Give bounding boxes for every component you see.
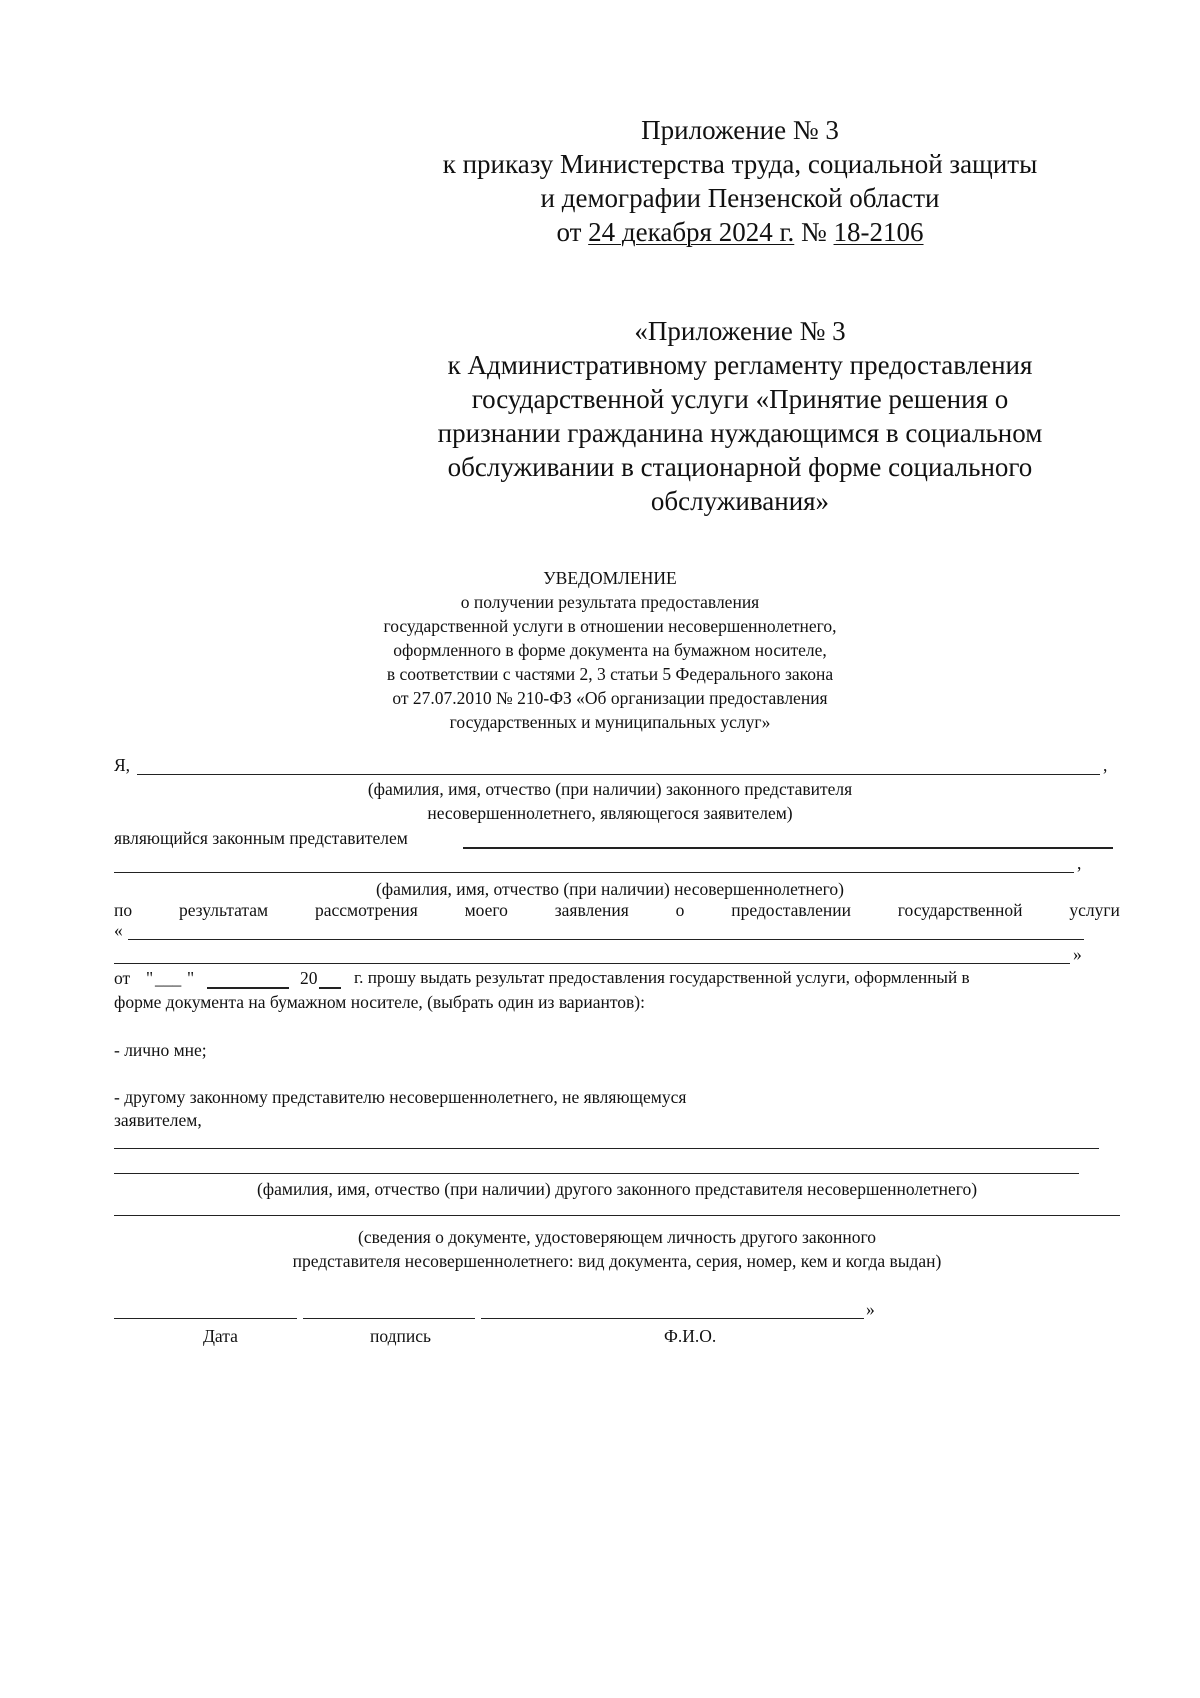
order-header [420,113,1060,249]
notice-title: УВЕДОМЛЕНИЕ [543,568,677,588]
date-text: г. прошу выдать результат предоставления государственной услуги, оформленный в [354,968,970,987]
order-ministry-line-2: и демографии Пензенской области [540,183,940,213]
other-rep-caption: (фамилия, имя, отчество (при наличии) другого законного представителя несовершеннолетнего) [256,1179,978,1199]
applicant-caption: (фамилия, имя, отчество (при наличии) законного представителя несовершеннолетнего, являющегося заявителем) [367,779,853,823]
notice-line: оформленного в форме документа на бумажном носителе, [393,640,827,660]
sig-sign-label: подпись [370,1326,431,1346]
minor-caption: (фамилия, имя, отчество (при наличии) несовершеннолетнего) [375,879,845,899]
notice-line: от 27.07.2010 № 210-ФЗ «Об организации предоставления [392,688,828,708]
date-month-line[interactable] [207,987,289,989]
regulation-line: признании гражданина нуждающимся в социальном [437,418,1043,448]
open-quote: « [114,920,123,940]
close-quote: » [1073,944,1082,964]
comma: , [1077,853,1082,873]
regulation-line: обслуживании в стационарной форме социального [447,452,1033,482]
notice-block [200,566,1020,734]
fio-line[interactable] [481,1318,864,1319]
date-text-2: форме документа на бумажном носителе, (выбрать один из вариантов): [114,992,645,1012]
order-number: 18-2106 [833,217,924,247]
date-sign-line[interactable] [114,1318,297,1319]
order-date: 24 декабря 2024 г. [588,217,795,247]
comma: , [1103,755,1108,775]
signature-line[interactable] [303,1318,475,1319]
order-ministry-line: к приказу Министерства труда, социальной защиты [442,149,1038,179]
regulation-line: «Приложение № 3 [634,316,846,346]
notice-line: о получении результата предоставления [460,592,760,612]
option-personally: - лично мне; [114,1040,207,1060]
regulation-line: к Административному регламенту предоставления [447,350,1033,380]
minor-rep-line[interactable] [463,847,1113,849]
option-other-rep-2: заявителем, [114,1110,202,1130]
notice-line: государственной услуги в отношении несовершеннолетнего, [383,616,837,636]
other-rep-line-2[interactable] [114,1173,1079,1174]
results-line: по результатам рассмотрения моего заявления о предоставлении государственной услуги [114,900,1120,920]
year-prefix: 20 [300,968,318,988]
appendix-number: Приложение № 3 [641,115,839,145]
id-document-line[interactable] [114,1215,1120,1216]
ya-label: Я, [114,755,131,775]
order-date-line: от 24 декабря 2024 г. № 18-2106 [556,217,924,247]
id-document-caption: (сведения о документе, удостоверяющем личность другого законного представителя несовершеннолетнего: вид документа, серия, номер, кем и когда выдан) [292,1227,942,1271]
rep-label: являющийся законным представителем [114,828,408,848]
date-quote: " [187,968,195,988]
minor-name-line[interactable] [114,872,1074,873]
sig-fio-label: Ф.И.О. [664,1326,717,1346]
regulation-line: государственной услуги «Принятие решения о [471,384,1009,414]
other-rep-line[interactable] [114,1148,1099,1149]
regulation-line: обслуживания» [650,486,830,516]
date-from: от [114,968,131,988]
sig-close-quote: » [866,1299,875,1319]
notice-line: в соответствии с частями 2, 3 статьи 5 Федерального закона [386,664,834,684]
service-name-line-2[interactable] [114,963,1070,964]
notice-line: государственных и муниципальных услуг» [449,712,771,732]
date-quote: " [146,968,154,988]
service-name-line[interactable] [128,939,1084,940]
date-day-blank[interactable]: ___ [155,968,182,988]
applicant-name-line[interactable] [137,774,1100,775]
regulation-header [420,314,1060,518]
option-other-rep: - другому законному представителю несовершеннолетнего, не являющемуся [114,1087,687,1107]
sig-date-label: Дата [203,1326,238,1346]
year-blank-line[interactable] [319,987,341,989]
